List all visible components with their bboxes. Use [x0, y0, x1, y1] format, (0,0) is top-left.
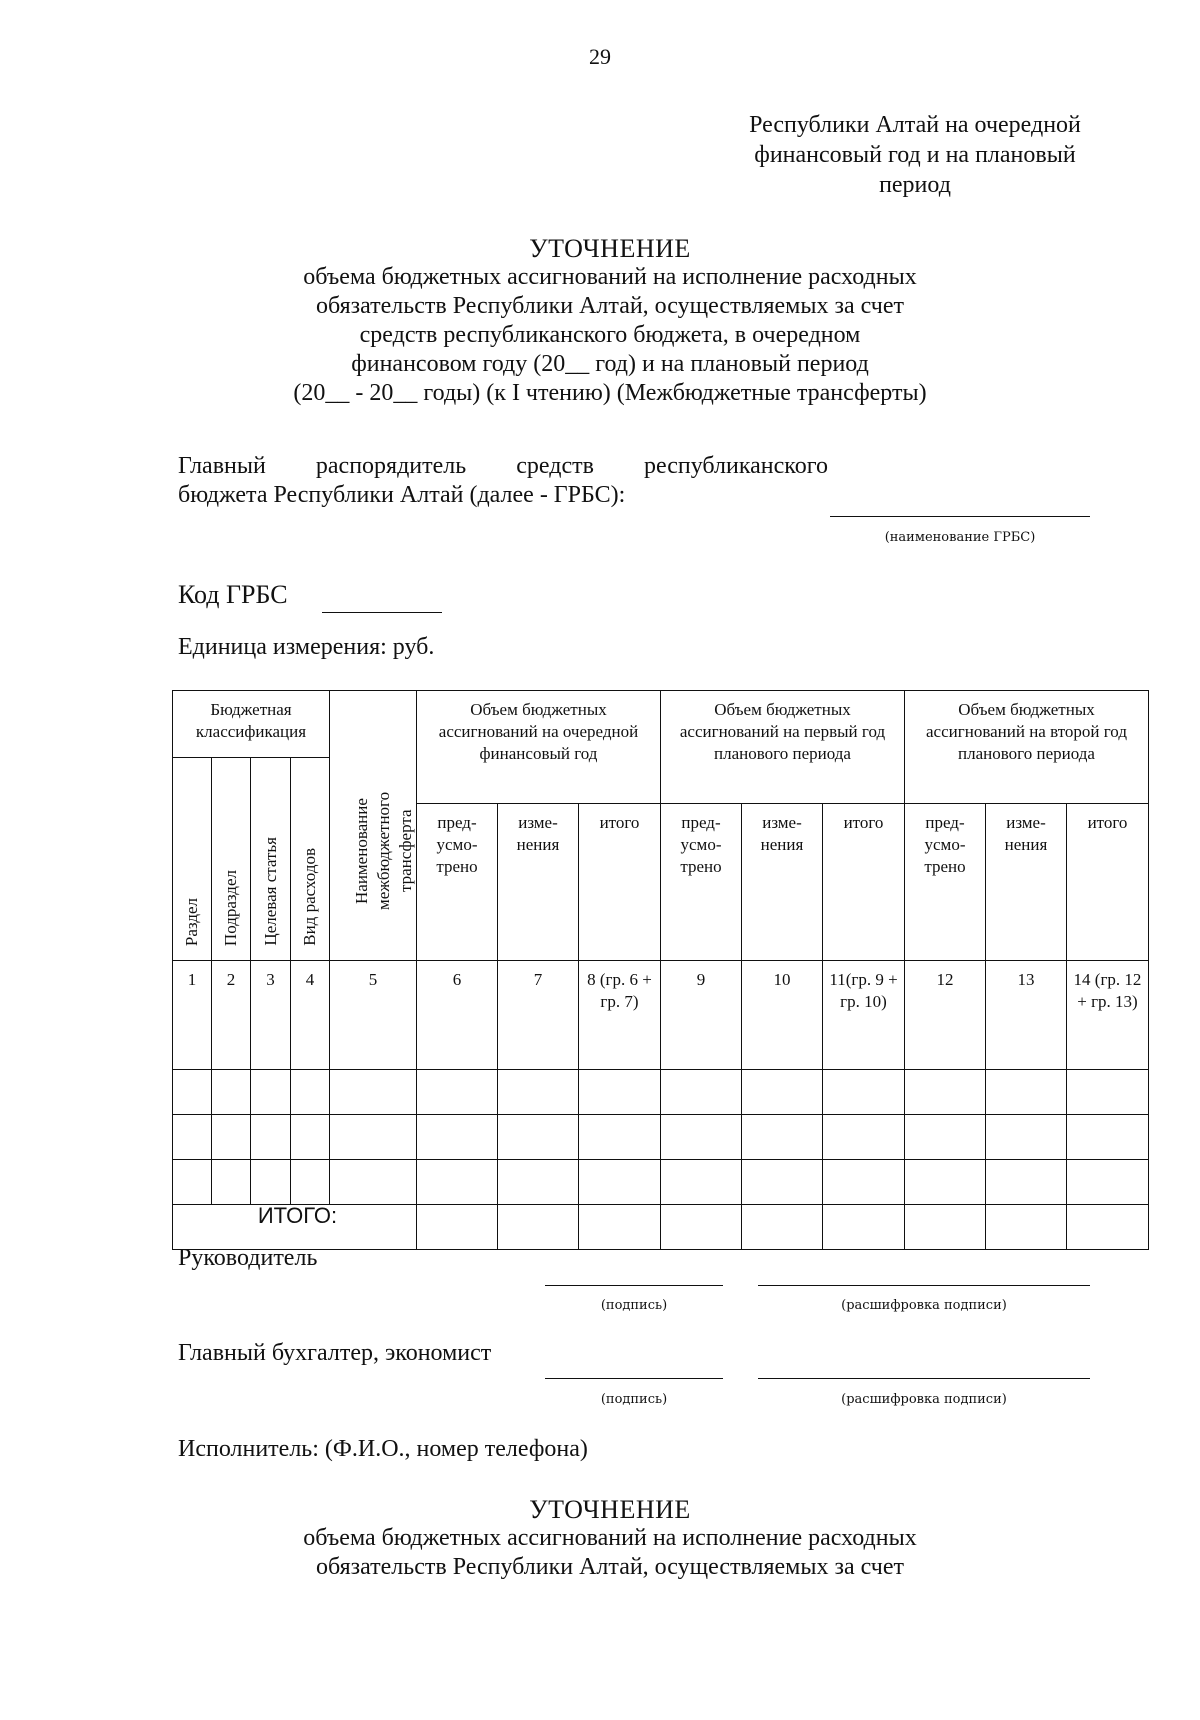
header-right-line: период — [879, 172, 951, 198]
table-cell[interactable] — [498, 1160, 579, 1205]
header-right-line: Республики Алтай на очередной — [749, 112, 1081, 138]
header-right — [700, 110, 1130, 200]
table-cell[interactable] — [291, 1070, 330, 1115]
table-cell[interactable] — [742, 1205, 823, 1250]
planned-header: пред-усмо-трено — [661, 804, 742, 961]
column-number: 10 — [742, 961, 823, 1070]
grbs-name-line[interactable] — [830, 516, 1090, 517]
title-heading: УТОЧНЕНИЕ — [529, 1495, 691, 1524]
table-cell[interactable] — [1067, 1115, 1149, 1160]
table-cell[interactable] — [986, 1160, 1067, 1205]
executor-label: Исполнитель: (Ф.И.О., номер телефона) — [178, 1436, 588, 1462]
column-number: 7 — [498, 961, 579, 1070]
signature-decode-caption: (расшифровка подписи) — [841, 1392, 1007, 1407]
head-label: Руководитель — [178, 1245, 318, 1271]
column-number: 5 — [330, 961, 417, 1070]
subsection-header — [212, 758, 251, 961]
column-number: 3 — [251, 961, 291, 1070]
transfer-name-header — [330, 691, 417, 961]
transfer-name-text: Наименование межбюджетного трансферта — [352, 791, 415, 911]
table-row[interactable] — [173, 1160, 1149, 1205]
table-cell[interactable] — [823, 1070, 905, 1115]
table-cell[interactable] — [579, 1070, 661, 1115]
section-text: Раздел — [182, 897, 201, 946]
grbs-code-line[interactable] — [322, 612, 442, 613]
total-header: итого — [579, 804, 661, 961]
table-cell[interactable] — [905, 1115, 986, 1160]
title-line: объема бюджетных ассигнований на исполнение расходных — [303, 264, 917, 290]
title-line: обязательств Республики Алтай, осуществляемых за счет — [316, 293, 904, 319]
title-line: объема бюджетных ассигнований на исполнение расходных — [303, 1525, 917, 1551]
table-cell[interactable] — [742, 1070, 823, 1115]
accountant-decode-line[interactable] — [758, 1378, 1090, 1379]
title-line: средств республиканского бюджета, в очередном — [359, 322, 861, 348]
head-signature-line[interactable] — [545, 1285, 723, 1286]
table-cell[interactable] — [212, 1160, 251, 1205]
column-number: 14 (гр. 12 + гр. 13) — [1067, 961, 1149, 1070]
column-number: 12 — [905, 961, 986, 1070]
table-cell[interactable] — [823, 1160, 905, 1205]
unit-label: Единица измерения: руб. — [178, 634, 435, 660]
distributor-line: бюджета Республики Алтай (далее - ГРБС): — [178, 482, 626, 508]
table-cell[interactable] — [579, 1205, 661, 1250]
table-cell[interactable] — [498, 1205, 579, 1250]
table-cell[interactable] — [498, 1070, 579, 1115]
table-cell[interactable] — [330, 1070, 417, 1115]
table-cell[interactable] — [1067, 1205, 1149, 1250]
table-cell[interactable] — [330, 1160, 417, 1205]
table-cell[interactable] — [1067, 1070, 1149, 1115]
table-cell[interactable] — [986, 1070, 1067, 1115]
table-cell[interactable] — [579, 1160, 661, 1205]
table-cell[interactable] — [417, 1070, 498, 1115]
table-cell[interactable] — [173, 1160, 212, 1205]
accountant-label: Главный бухгалтер, экономист — [178, 1340, 492, 1366]
total-row-label: ИТОГО: — [173, 1205, 417, 1250]
group1-header: Объем бюджетных ассигнований на очередной финансовый год — [417, 691, 661, 804]
main-distributor — [178, 452, 828, 510]
planned-header: пред-усмо-трено — [417, 804, 498, 961]
table-cell[interactable] — [417, 1115, 498, 1160]
subsection-text: Подраздел — [221, 869, 240, 946]
distributor-word: средств — [516, 453, 594, 479]
grbs-name-caption: (наименование ГРБС) — [884, 530, 1036, 545]
table-cell[interactable] — [905, 1070, 986, 1115]
budget-table — [172, 690, 1149, 1250]
table-cell[interactable] — [986, 1115, 1067, 1160]
table-cell[interactable] — [986, 1205, 1067, 1250]
column-number: 6 — [417, 961, 498, 1070]
table-cell[interactable] — [417, 1160, 498, 1205]
table-cell[interactable] — [579, 1115, 661, 1160]
title-line: обязательств Республики Алтай, осуществляемых за счет — [316, 1554, 904, 1580]
distributor-word: Главный — [178, 453, 266, 479]
document-title — [230, 234, 990, 408]
table-cell[interactable] — [661, 1205, 742, 1250]
table-cell[interactable] — [1067, 1160, 1149, 1205]
budget-classification-header: Бюджетная классификация — [173, 691, 330, 758]
table-row[interactable] — [173, 1070, 1149, 1115]
column-number: 9 — [661, 961, 742, 1070]
section-header — [173, 758, 212, 961]
title-line: финансовом году (20__ год) и на плановый период — [351, 351, 869, 377]
title-heading: УТОЧНЕНИЕ — [529, 234, 691, 263]
distributor-word: республиканского — [643, 453, 828, 479]
group2-header: Объем бюджетных ассигнований на первый год планового периода — [661, 691, 905, 804]
total-header: итого — [823, 804, 905, 961]
table-cell[interactable] — [661, 1070, 742, 1115]
table-cell[interactable] — [905, 1205, 986, 1250]
table-cell[interactable] — [417, 1205, 498, 1250]
grbs-code-label: Код ГРБС — [178, 580, 288, 609]
table-cell[interactable] — [742, 1115, 823, 1160]
table-cell[interactable] — [251, 1070, 291, 1115]
table-cell[interactable] — [173, 1070, 212, 1115]
table-cell[interactable] — [173, 1115, 212, 1160]
table-cell[interactable] — [330, 1115, 417, 1160]
changes-header: изме-нения — [498, 804, 579, 961]
page-number: 29 — [589, 44, 611, 69]
table-cell[interactable] — [661, 1160, 742, 1205]
total-header: итого — [1067, 804, 1149, 961]
document-title-2 — [230, 1495, 990, 1582]
target-article-header — [251, 758, 291, 961]
total-row — [173, 1205, 1149, 1250]
column-number: 13 — [986, 961, 1067, 1070]
table-cell[interactable] — [498, 1115, 579, 1160]
changes-header: изме-нения — [986, 804, 1067, 961]
table-cell[interactable] — [742, 1160, 823, 1205]
changes-header: изме-нения — [742, 804, 823, 961]
table-cell[interactable] — [251, 1160, 291, 1205]
distributor-word: распорядитель — [315, 453, 467, 479]
table-cell[interactable] — [661, 1115, 742, 1160]
expense-type-text: Вид расходов — [300, 848, 319, 946]
group3-header: Объем бюджетных ассигнований на второй год планового периода — [905, 691, 1149, 804]
column-number: 8 (гр. 6 + гр. 7) — [579, 961, 661, 1070]
table-cell[interactable] — [823, 1205, 905, 1250]
table-cell[interactable] — [212, 1070, 251, 1115]
table-cell[interactable] — [251, 1115, 291, 1160]
column-number: 2 — [212, 961, 251, 1070]
expense-type-header — [291, 758, 330, 961]
table-cell[interactable] — [212, 1115, 251, 1160]
planned-header: пред-усмо-трено — [905, 804, 986, 961]
target-article-text: Целевая статья — [260, 837, 280, 946]
signature-caption: (подпись) — [600, 1392, 668, 1407]
header-right-line: финансовый год и на плановый — [754, 142, 1076, 168]
accountant-signature-line[interactable] — [545, 1378, 723, 1379]
table-cell[interactable] — [823, 1115, 905, 1160]
head-decode-line[interactable] — [758, 1285, 1090, 1286]
column-number: 11(гр. 9 + гр. 10) — [823, 961, 905, 1070]
table-cell[interactable] — [291, 1160, 330, 1205]
title-line: (20__ - 20__ годы) (к I чтению) (Межбюджетные трансферты) — [293, 380, 927, 406]
signature-caption: (подпись) — [600, 1298, 668, 1313]
column-number: 4 — [291, 961, 330, 1070]
signature-decode-caption: (расшифровка подписи) — [841, 1298, 1007, 1313]
column-number: 1 — [173, 961, 212, 1070]
table-cell[interactable] — [291, 1115, 330, 1160]
column-number-row — [173, 961, 1149, 1070]
table-row[interactable] — [173, 1115, 1149, 1160]
table-cell[interactable] — [905, 1160, 986, 1205]
